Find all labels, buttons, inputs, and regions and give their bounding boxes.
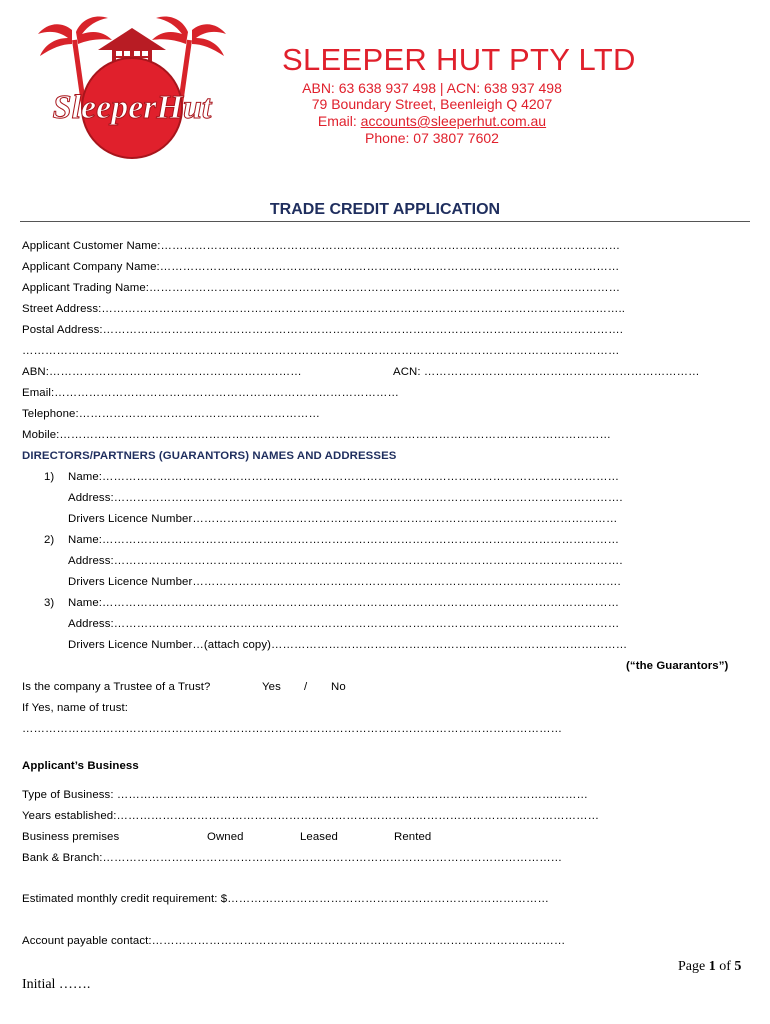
page-title: TRADE CREDIT APPLICATION bbox=[269, 201, 501, 218]
postal-address-continued[interactable]: ………………………………………………………………………………………………………………………………………… bbox=[22, 345, 620, 357]
trust-yes-option[interactable]: Yes bbox=[262, 681, 281, 693]
customer-name-field[interactable]: Applicant Customer Name:………………………………………………………………………………………………………… bbox=[22, 240, 621, 252]
business-premises-label: Business premises bbox=[22, 831, 120, 843]
director-2-name-field[interactable]: Name:……………………………………………………………………………………………………………………… bbox=[68, 534, 620, 546]
page-total: 5 bbox=[734, 959, 742, 974]
premises-owned-option[interactable]: Owned bbox=[207, 831, 244, 843]
guarantors-label: (“the Guarantors”) bbox=[626, 660, 729, 672]
trading-name-field[interactable]: Applicant Trading Name:…………………………………………………………………………………………………………… bbox=[22, 282, 621, 294]
director-number: 1) bbox=[44, 471, 55, 483]
trust-separator: / bbox=[304, 681, 308, 693]
telephone-field[interactable]: Telephone:……………………………………………………… bbox=[22, 408, 321, 420]
company-name-field[interactable]: Applicant Company Name:………………………………………………………………………………………………………… bbox=[22, 261, 620, 273]
abn-field[interactable]: ABN:………………………………………………………… bbox=[22, 366, 302, 378]
page-of: of bbox=[715, 959, 735, 974]
trust-question: Is the company a Trustee of a Trust? bbox=[22, 681, 211, 693]
director-2-licence-field[interactable]: Drivers Licence Number…………………………………………………………………………………………………. bbox=[68, 576, 621, 588]
director-2-address-field[interactable]: Address:……………………………………………………………………………………………………………………. bbox=[68, 555, 623, 567]
company-logo bbox=[32, 10, 232, 162]
logo-text: SleeperHut bbox=[52, 89, 212, 126]
director-1-address-field[interactable]: Address:……………………………………………………………………………………………………………………. bbox=[68, 492, 623, 504]
page-number bbox=[678, 959, 741, 975]
company-address: 79 Boundary Street, Beenleigh Q 4207 bbox=[311, 96, 553, 112]
company-name: SLEEPER HUT PTY LTD bbox=[282, 42, 636, 77]
director-3-name-field[interactable]: Name:……………………………………………………………………………………………………………………… bbox=[68, 597, 620, 609]
director-number: 3) bbox=[44, 597, 55, 609]
premises-rented-option[interactable]: Rented bbox=[394, 831, 432, 843]
director-3-address-field[interactable]: Address:…………………………………………………………………………………………………………………… bbox=[68, 618, 620, 630]
years-established-field[interactable]: Years established:……………………………………………………………………………………………………………… bbox=[22, 810, 600, 822]
trust-no-option[interactable]: No bbox=[331, 681, 346, 693]
premises-leased-option[interactable]: Leased bbox=[300, 831, 338, 843]
postal-address-field[interactable]: Postal Address:………………………………………………………………………………………………………………………. bbox=[22, 324, 623, 336]
email-link[interactable]: accounts@sleeperhut.com.au bbox=[360, 113, 547, 129]
abn-acn: ABN: 63 638 937 498 | ACN: 638 937 498 bbox=[302, 80, 562, 96]
company-phone: Phone: 07 3807 7602 bbox=[365, 130, 499, 146]
page-current: 1 bbox=[708, 959, 716, 974]
director-number: 2) bbox=[44, 534, 55, 546]
trust-name-label: If Yes, name of trust: bbox=[22, 702, 129, 714]
street-address-field[interactable]: Street Address:……………………………………………………………………………………………………………………….. bbox=[22, 303, 625, 315]
mobile-field[interactable]: Mobile:……………………………………………………………………………………………………………………………… bbox=[22, 429, 611, 441]
trust-name-field[interactable]: …………………………………………………………………………………………………………………………… bbox=[22, 723, 563, 735]
credit-requirement-field[interactable]: Estimated monthly credit requirement: $………………………………………………………………………… bbox=[22, 893, 549, 905]
company-email bbox=[282, 113, 582, 129]
director-3-licence-field[interactable]: Drivers Licence Number…(attach copy)………………………………………………………………………………… bbox=[68, 639, 628, 651]
email-label: Email: bbox=[317, 113, 361, 129]
business-heading: Applicant’s Business bbox=[22, 760, 139, 772]
email-field[interactable]: Email:……………………………………………………………………………… bbox=[22, 387, 399, 399]
director-1-name-field[interactable]: Name:……………………………………………………………………………………………………………………… bbox=[68, 471, 620, 483]
title-divider bbox=[20, 221, 750, 222]
acn-field[interactable]: ACN: ……………………………………………………………… bbox=[393, 366, 700, 378]
account-payable-contact-field[interactable]: Account payable contact:……………………………………………………………………………………………… bbox=[22, 935, 566, 947]
bank-branch-field[interactable]: Bank & Branch:………………………………………………………………………………………………………… bbox=[22, 852, 563, 864]
initial-field[interactable]: Initial ……. bbox=[22, 977, 91, 992]
directors-heading: DIRECTORS/PARTNERS (GUARANTORS) NAMES AND ADDRESSES bbox=[22, 450, 397, 462]
business-type-field[interactable]: Type of Business: …………………………………………………………………………………………………………… bbox=[22, 789, 588, 801]
page-prefix: Page bbox=[678, 959, 709, 974]
director-1-licence-field[interactable]: Drivers Licence Number………………………………………………………………………………………………… bbox=[68, 513, 618, 525]
